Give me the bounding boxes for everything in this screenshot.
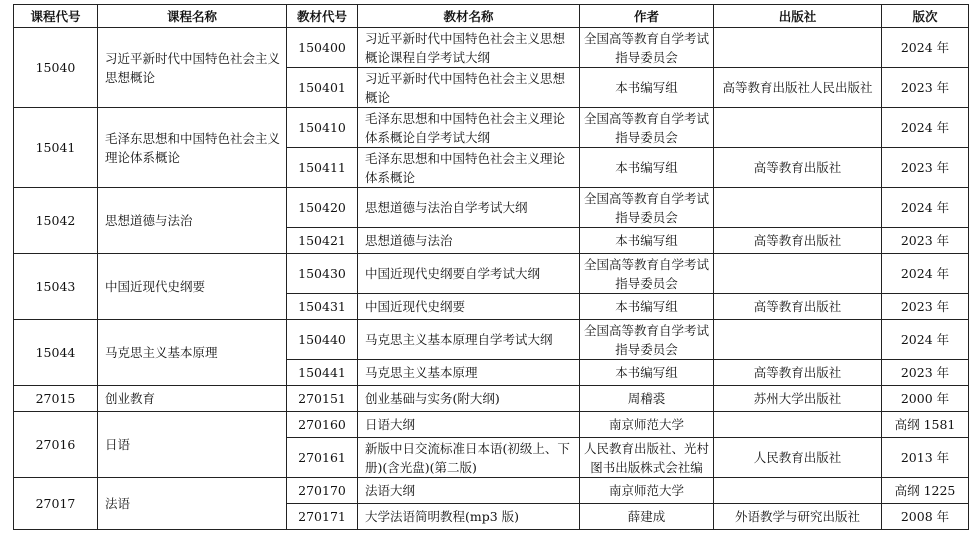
course-name-cell: 法语 — [98, 478, 287, 530]
course-code-cell: 15043 — [14, 254, 98, 320]
publisher-cell: 高等教育出版社 — [714, 294, 882, 320]
textbook-name-cell: 习近平新时代中国特色社会主义思想概论 — [358, 68, 580, 108]
table-body — [14, 28, 969, 530]
author-cell: 全国高等教育自学考试指导委员会 — [580, 28, 714, 68]
publisher-cell: 高等教育出版社 — [714, 148, 882, 188]
textbook-name-cell: 创业基础与实务(附大纲) — [358, 386, 580, 412]
publisher-cell — [714, 478, 882, 504]
course-textbook-table — [13, 4, 969, 530]
publisher-cell: 苏州大学出版社 — [714, 386, 882, 412]
course-name-cell: 毛泽东思想和中国特色社会主义理论体系概论 — [98, 108, 287, 188]
course-code-cell: 15042 — [14, 188, 98, 254]
course-name-cell: 日语 — [98, 412, 287, 478]
course-name-cell: 习近平新时代中国特色社会主义思想概论 — [98, 28, 287, 108]
edition-cell: 2023 年 — [882, 294, 969, 320]
header-textbook-name: 教材名称 — [358, 5, 580, 28]
author-cell: 全国高等教育自学考试指导委员会 — [580, 188, 714, 228]
textbook-name-cell: 思想道德与法治 — [358, 228, 580, 254]
textbook-code-cell: 150401 — [287, 68, 358, 108]
course-name-cell: 中国近现代史纲要 — [98, 254, 287, 320]
edition-cell: 2024 年 — [882, 320, 969, 360]
edition-cell: 2023 年 — [882, 68, 969, 108]
publisher-cell: 人民教育出版社 — [714, 438, 882, 478]
table-row — [14, 108, 969, 148]
textbook-name-cell: 毛泽东思想和中国特色社会主义理论体系概论 — [358, 148, 580, 188]
textbook-code-cell: 270151 — [287, 386, 358, 412]
textbook-name-cell: 思想道德与法治自学考试大纲 — [358, 188, 580, 228]
edition-cell: 2000 年 — [882, 386, 969, 412]
header-textbook-code: 教材代号 — [287, 5, 358, 28]
table-header — [14, 5, 969, 28]
textbook-code-cell: 150411 — [287, 148, 358, 188]
author-cell: 南京师范大学 — [580, 412, 714, 438]
author-cell: 本书编写组 — [580, 294, 714, 320]
textbook-name-cell: 中国近现代史纲要 — [358, 294, 580, 320]
textbook-code-cell: 270171 — [287, 504, 358, 530]
textbook-name-cell: 日语大纲 — [358, 412, 580, 438]
publisher-cell: 外语教学与研究出版社 — [714, 504, 882, 530]
author-cell: 人民教育出版社、光村图书出版株式会社编 — [580, 438, 714, 478]
edition-cell: 2023 年 — [882, 360, 969, 386]
course-name-cell: 创业教育 — [98, 386, 287, 412]
author-cell: 全国高等教育自学考试指导委员会 — [580, 108, 714, 148]
course-code-cell: 27017 — [14, 478, 98, 530]
publisher-cell: 高等教育出版社人民出版社 — [714, 68, 882, 108]
textbook-name-cell: 毛泽东思想和中国特色社会主义理论体系概论自学考试大纲 — [358, 108, 580, 148]
course-name-cell: 思想道德与法治 — [98, 188, 287, 254]
author-cell: 薛建成 — [580, 504, 714, 530]
publisher-cell — [714, 108, 882, 148]
textbook-code-cell: 150431 — [287, 294, 358, 320]
author-cell: 本书编写组 — [580, 68, 714, 108]
header-course-code: 课程代号 — [14, 5, 98, 28]
course-code-cell: 15044 — [14, 320, 98, 386]
publisher-cell — [714, 254, 882, 294]
textbook-name-cell: 大学法语简明教程(mp3 版) — [358, 504, 580, 530]
author-cell: 南京师范大学 — [580, 478, 714, 504]
table-row — [14, 28, 969, 68]
course-textbook-table-wrapper — [13, 4, 968, 530]
textbook-name-cell: 中国近现代史纲要自学考试大纲 — [358, 254, 580, 294]
edition-cell: 2023 年 — [882, 148, 969, 188]
edition-cell: 高纲 1581 — [882, 412, 969, 438]
author-cell: 全国高等教育自学考试指导委员会 — [580, 254, 714, 294]
publisher-cell — [714, 320, 882, 360]
textbook-code-cell: 150441 — [287, 360, 358, 386]
edition-cell: 2024 年 — [882, 108, 969, 148]
textbook-code-cell: 150400 — [287, 28, 358, 68]
table-row — [14, 254, 969, 294]
table-row — [14, 188, 969, 228]
edition-cell: 2013 年 — [882, 438, 969, 478]
textbook-code-cell: 150440 — [287, 320, 358, 360]
textbook-code-cell: 150410 — [287, 108, 358, 148]
textbook-code-cell: 150421 — [287, 228, 358, 254]
textbook-code-cell: 270161 — [287, 438, 358, 478]
course-code-cell: 27015 — [14, 386, 98, 412]
textbook-code-cell: 270170 — [287, 478, 358, 504]
author-cell: 全国高等教育自学考试指导委员会 — [580, 320, 714, 360]
textbook-name-cell: 马克思主义基本原理 — [358, 360, 580, 386]
table-row — [14, 412, 969, 438]
header-row — [14, 5, 969, 28]
textbook-name-cell: 法语大纲 — [358, 478, 580, 504]
author-cell: 本书编写组 — [580, 148, 714, 188]
textbook-code-cell: 150430 — [287, 254, 358, 294]
textbook-code-cell: 150420 — [287, 188, 358, 228]
table-row — [14, 320, 969, 360]
header-publisher: 出版社 — [714, 5, 882, 28]
textbook-name-cell: 马克思主义基本原理自学考试大纲 — [358, 320, 580, 360]
author-cell: 本书编写组 — [580, 360, 714, 386]
publisher-cell — [714, 412, 882, 438]
course-code-cell: 15040 — [14, 28, 98, 108]
edition-cell: 2024 年 — [882, 28, 969, 68]
table-row — [14, 386, 969, 412]
publisher-cell — [714, 28, 882, 68]
edition-cell: 2008 年 — [882, 504, 969, 530]
author-cell: 本书编写组 — [580, 228, 714, 254]
textbook-name-cell: 习近平新时代中国特色社会主义思想概论课程自学考试大纲 — [358, 28, 580, 68]
edition-cell: 2023 年 — [882, 228, 969, 254]
edition-cell: 2024 年 — [882, 188, 969, 228]
textbook-name-cell: 新版中日交流标准日本语(初级上、下册)(含光盘)(第二版) — [358, 438, 580, 478]
table-row — [14, 478, 969, 504]
course-code-cell: 15041 — [14, 108, 98, 188]
publisher-cell — [714, 188, 882, 228]
publisher-cell: 高等教育出版社 — [714, 360, 882, 386]
textbook-code-cell: 270160 — [287, 412, 358, 438]
publisher-cell: 高等教育出版社 — [714, 228, 882, 254]
edition-cell: 高纲 1225 — [882, 478, 969, 504]
course-name-cell: 马克思主义基本原理 — [98, 320, 287, 386]
author-cell: 周稽裘 — [580, 386, 714, 412]
header-edition: 版次 — [882, 5, 969, 28]
header-course-name: 课程名称 — [98, 5, 287, 28]
header-author: 作者 — [580, 5, 714, 28]
edition-cell: 2024 年 — [882, 254, 969, 294]
course-code-cell: 27016 — [14, 412, 98, 478]
